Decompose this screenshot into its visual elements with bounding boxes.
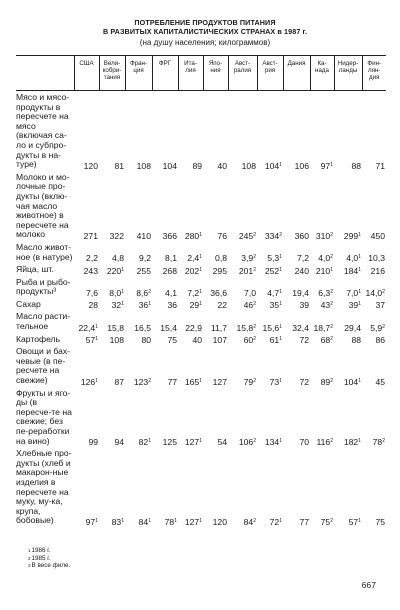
column-header: Фран-ция — [125, 56, 152, 91]
table-cell: 216 — [370, 265, 385, 276]
table-cell: $82^1$ — [138, 437, 151, 448]
footnote-mark: 2 — [330, 323, 333, 330]
table-cell: 99 — [88, 437, 98, 448]
table-cell: 19,4 — [292, 287, 309, 298]
column-header: Авст-ралия — [228, 56, 257, 91]
row-label: Масло расти-тельное — [16, 311, 71, 332]
table-cell: $78^2$ — [372, 437, 385, 448]
footnote-mark: 1 — [358, 266, 361, 273]
row-label: Рыба и рыбо-продукты³ — [16, 276, 71, 297]
table-cell: $5,3^1$ — [267, 253, 282, 264]
table-cell: 40 — [217, 160, 227, 171]
table-row — [16, 91, 386, 171]
table-cell: $182^1$ — [343, 437, 361, 448]
table-cell: 72 — [299, 335, 309, 346]
column-header: Дания — [283, 56, 310, 91]
table-cell: 89 — [192, 160, 202, 171]
row-label-header — [16, 56, 74, 91]
table-cell: $68^2$ — [320, 335, 333, 346]
table-cell: 106 — [294, 160, 309, 171]
footnote-mark: 2 — [330, 301, 333, 308]
table-cell: $61^1$ — [269, 335, 282, 346]
table-cell: 28 — [88, 300, 98, 311]
table-cell: 120 — [212, 516, 227, 527]
footnote-mark: 1 — [279, 517, 282, 524]
table-cell: $2,4^1$ — [187, 253, 202, 264]
footnote-mark: 2 — [253, 336, 256, 343]
table-cell: 81 — [114, 160, 124, 171]
footnote-mark: 1 — [358, 517, 361, 524]
column-header: США — [74, 56, 99, 91]
table-cell: $184^1$ — [343, 265, 361, 276]
footnotes — [28, 547, 70, 570]
table-row — [16, 276, 386, 298]
footnote-mark: 2 — [382, 288, 385, 295]
footnote-mark: 2 — [253, 231, 256, 238]
footnote-mark: 1 — [358, 377, 361, 384]
footnote-mark: 2 — [253, 438, 256, 445]
footnote-mark: 1 — [279, 254, 282, 261]
table-cell: $57^1$ — [348, 516, 361, 527]
table-cell: $43^2$ — [320, 300, 333, 311]
footnote-mark: 1 — [279, 266, 282, 273]
footnote-mark: 1 — [279, 288, 282, 295]
table-cell: 125 — [162, 437, 177, 448]
table-cell: 15,8$^2$ — [236, 322, 256, 333]
table-cell: 76 — [217, 230, 227, 241]
footnote-mark: 2 — [382, 438, 385, 445]
table-cell: $8,6^2$ — [136, 287, 151, 298]
row-label: Сахар — [16, 298, 41, 309]
table-cell: 108 — [109, 335, 124, 346]
row-label: Масло живот-ное (в натуре) — [16, 241, 73, 262]
footnote-mark: 2 — [253, 254, 256, 261]
row-label: Овощи и бах-чевые (в пе-ресчете на свежие) — [16, 346, 71, 386]
table-cell: $97^1$ — [320, 160, 333, 171]
table-cell: $165^1$ — [184, 376, 202, 387]
table-cell: $220^1$ — [106, 265, 124, 276]
table-cell: $39^1$ — [348, 300, 361, 311]
footnote-mark: 1 — [279, 161, 282, 168]
footnote-mark: 1 — [279, 301, 282, 308]
column-header: ФРГ — [152, 56, 178, 91]
consumption-table — [16, 55, 386, 527]
table-cell: $79^2$ — [243, 376, 256, 387]
table-cell: 88 — [351, 335, 361, 346]
table-cell: 16,5 — [134, 322, 151, 333]
table-cell: 15,4 — [160, 322, 177, 333]
footnote-mark: 2 — [330, 254, 333, 261]
table-cell: 104 — [162, 160, 177, 171]
table-cell: 255 — [136, 265, 151, 276]
table-cell: 77 — [167, 376, 177, 387]
table-cell: $106^2$ — [238, 437, 256, 448]
table-cell: $123^2$ — [133, 376, 151, 387]
table-cell: 9,2 — [139, 253, 151, 264]
table-cell: 88 — [351, 160, 361, 171]
footnote: 1 1986 г. — [28, 547, 51, 554]
table-cell: $84^2$ — [243, 516, 256, 527]
table-cell: 4,8 — [112, 253, 124, 264]
table-cell: 10,3 — [368, 253, 385, 264]
footnote-mark: 2 — [253, 266, 256, 273]
table-cell: 32,4 — [292, 322, 309, 333]
table-cell: 77 — [299, 516, 309, 527]
table-cell: 322 — [109, 230, 124, 241]
footnote-mark: 1 — [121, 517, 124, 524]
table-row — [16, 310, 386, 332]
footnote-mark: 2 — [253, 301, 256, 308]
footnote-mark: 2 — [330, 377, 333, 384]
footnote-mark: 2 — [253, 377, 256, 384]
table-cell: 22,4$^1$ — [78, 322, 98, 333]
footnote-mark: 1 — [121, 301, 124, 308]
footnote-mark: 2 — [253, 517, 256, 524]
table-cell: $57^1$ — [85, 335, 98, 346]
table-cell: $116^2$ — [316, 437, 333, 448]
table-row — [16, 447, 386, 527]
footnote-mark: 1 — [95, 377, 98, 384]
footnote-mark: 2 — [253, 323, 256, 330]
table-cell: $78^1$ — [164, 516, 177, 527]
title-line-1: ПОТРЕБЛЕНИЕ ПРОДУКТОВ ПИТАНИЯ — [134, 18, 276, 27]
table-cell: 15,8 — [107, 322, 124, 333]
row-label: Фрукты и яго-ды (в пересче-те на свежие; без пе-реработки на вино) — [16, 387, 72, 446]
table-cell: 360 — [294, 230, 309, 241]
table-cell: $72^1$ — [269, 516, 282, 527]
table-cell: $210^1$ — [315, 265, 333, 276]
table-cell: 127 — [212, 376, 227, 387]
footnote-mark: 1 — [199, 288, 202, 295]
table-cell: 295 — [212, 265, 227, 276]
table-cell: $126^1$ — [80, 376, 98, 387]
footnote-mark: 1 — [121, 266, 124, 273]
table-cell: $4,7^1$ — [267, 287, 282, 298]
table-cell: $4,0^1$ — [346, 253, 361, 264]
table-cell: $127^1$ — [184, 437, 202, 448]
footnote: 2 1985 г. — [28, 554, 51, 562]
footnote-mark: 1 — [199, 254, 202, 261]
table-cell: 271 — [83, 230, 98, 241]
table-cell: 240 — [294, 265, 309, 276]
footnote-mark: 2 — [382, 323, 385, 330]
table-title — [60, 18, 350, 36]
column-header: Ка-нада — [310, 56, 334, 91]
table-cell: 14,0$^2$ — [365, 287, 385, 298]
table-row — [16, 171, 386, 241]
footnote-mark: 1 — [95, 517, 98, 524]
table-cell: 36 — [167, 300, 177, 311]
table-row — [16, 345, 386, 386]
footnote-mark: 2 — [330, 288, 333, 295]
table-cell: $29^1$ — [189, 300, 202, 311]
footnote-mark: 1 — [279, 323, 282, 330]
table-body — [16, 91, 386, 527]
row-label: Картофель — [16, 333, 61, 344]
table-cell: 39 — [299, 300, 309, 311]
table-cell: 29,4 — [344, 322, 361, 333]
table-row — [16, 263, 386, 276]
table-cell: 410 — [136, 230, 151, 241]
table-cell: $46^2$ — [243, 300, 256, 311]
footnote-mark: 1 — [358, 254, 361, 261]
table-cell: $104^1$ — [343, 376, 361, 387]
table-cell: $252^1$ — [264, 265, 282, 276]
table-cell: $127^1$ — [184, 516, 202, 527]
table-cell: 7,6 — [86, 287, 98, 298]
table-cell: $104^1$ — [264, 160, 282, 171]
table-cell: 7,0 — [244, 287, 256, 298]
table-cell: $8,0^1$ — [109, 287, 124, 298]
table-cell: $83^1$ — [111, 516, 124, 527]
footnote-mark: 1 — [358, 438, 361, 445]
table-cell: 40 — [192, 335, 202, 346]
column-header: Япо-ния — [203, 56, 228, 91]
column-header: Ита-лия — [178, 56, 203, 91]
table-cell: 8,1 — [165, 253, 177, 264]
table-cell: 22,9 — [185, 322, 202, 333]
footnote-mark: 1 — [199, 301, 202, 308]
table-cell: 18,7$^2$ — [313, 322, 333, 333]
table-cell: 75 — [375, 516, 385, 527]
table-cell: $299^1$ — [343, 230, 361, 241]
table-cell: $97^1$ — [85, 516, 98, 527]
footnote-mark: 1 — [174, 517, 177, 524]
table-row — [16, 298, 386, 311]
table-cell: 45 — [375, 376, 385, 387]
table-cell: $7,2^1$ — [187, 287, 202, 298]
table-cell: $7,0^1$ — [346, 287, 361, 298]
footnote-mark: 1 — [358, 288, 361, 295]
table-cell: 75 — [167, 335, 177, 346]
table-cell: $3,9^2$ — [241, 253, 256, 264]
table-cell: 107 — [212, 335, 227, 346]
footnote-mark: 2 — [279, 231, 282, 238]
footnote-mark: 1 — [121, 288, 124, 295]
table-cell: 7,2 — [297, 253, 309, 264]
table-cell: 108 — [136, 160, 151, 171]
row-label: Молоко и мо-лочные про-дукты (вклю-чая масло животное) в пересчете на молоко — [16, 171, 70, 240]
footnote-mark: 1 — [279, 336, 282, 343]
column-header: Фин-лян-дия — [362, 56, 386, 91]
title-line-2: В РАЗВИТЫХ КАПИТАЛИСТИЧЕСКИХ СТРАНАХ в 1987 г. — [103, 27, 307, 36]
table-cell: $35^1$ — [269, 300, 282, 311]
footnote-mark: 1 — [199, 517, 202, 524]
footnote-mark: 2 — [330, 336, 333, 343]
footnote-mark: 1 — [199, 438, 202, 445]
footnote-mark: 1 — [148, 438, 151, 445]
footnote-mark: 1 — [330, 161, 333, 168]
table-cell: $5,9^2$ — [370, 322, 385, 333]
column-header: Вели-кобри-тания — [99, 56, 125, 91]
table-cell: 450 — [370, 230, 385, 241]
table-cell: $84^1$ — [138, 516, 151, 527]
table-cell: 36,6 — [210, 287, 227, 298]
footnote-mark: 1 — [95, 336, 98, 343]
table-cell: $89^2$ — [320, 376, 333, 387]
footnote-mark: 1 — [199, 266, 202, 273]
table-cell: 22 — [217, 300, 227, 311]
page-number: 667 — [361, 580, 376, 590]
table-cell: 86 — [375, 335, 385, 346]
table-cell: $75^2$ — [320, 516, 333, 527]
table-cell: $201^2$ — [238, 265, 256, 276]
table-cell: 72 — [299, 376, 309, 387]
table-cell: 15,6$^1$ — [262, 322, 282, 333]
table-cell: $310^2$ — [315, 230, 333, 241]
header-row — [16, 56, 386, 91]
table-row — [16, 333, 386, 346]
footnote-mark: 1 — [199, 377, 202, 384]
table-cell: 87 — [114, 376, 124, 387]
column-header: Нидер-ланды — [334, 56, 362, 91]
table-cell: 80 — [141, 335, 151, 346]
table-cell: 243 — [83, 265, 98, 276]
table-cell: 94 — [114, 437, 124, 448]
table-cell: 366 — [162, 230, 177, 241]
footnote-mark: 1 — [95, 323, 98, 330]
row-label: Мясо и мясо-продукты в пересчете на мясо (включая са-ло и субпро-дукты в на-туре) — [16, 92, 70, 170]
table-cell: 2,2 — [86, 253, 98, 264]
table-cell: $36^1$ — [138, 300, 151, 311]
column-header: Авст-рия — [257, 56, 283, 91]
table-cell: $280^1$ — [184, 230, 202, 241]
row-label: Яйца, шт. — [16, 264, 54, 275]
footnote-mark: 1 — [358, 301, 361, 308]
footnote: 3 В весе филе. — [28, 562, 71, 570]
row-label: Хлебные про-дукты (хлеб и макарон-ные изделия в пересчете на муку, му-ка, крупа, бобовые) — [16, 448, 72, 526]
footnote-mark: 1 — [279, 438, 282, 445]
table-cell: $334^2$ — [264, 230, 282, 241]
table-cell: $134^1$ — [264, 437, 282, 448]
table-cell: 108 — [241, 160, 256, 171]
footnote-mark: 2 — [330, 438, 333, 445]
table-cell: 4,1 — [165, 287, 177, 298]
footnote-mark: 1 — [330, 266, 333, 273]
footnote-mark: 1 — [148, 301, 151, 308]
footnote-mark: 1 — [148, 517, 151, 524]
table-cell: $32^1$ — [111, 300, 124, 311]
table-cell: 268 — [162, 265, 177, 276]
table-cell: $245^2$ — [238, 230, 256, 241]
table-subtitle: (на душу населения; килограммов) — [139, 38, 271, 47]
footnote-mark: 1 — [199, 231, 202, 238]
table-cell: $60^2$ — [243, 335, 256, 346]
footnote-mark: 2 — [148, 377, 151, 384]
table-row — [16, 387, 386, 448]
table-cell: $6,3^2$ — [318, 287, 333, 298]
table-cell: 11,7 — [210, 322, 227, 333]
table-cell: 37 — [375, 300, 385, 311]
table-row — [16, 241, 386, 263]
footnote-mark: 2 — [330, 517, 333, 524]
footnote-mark: 1 — [358, 231, 361, 238]
table-cell: $4,0^2$ — [318, 253, 333, 264]
table-cell: $73^1$ — [269, 376, 282, 387]
table-cell: 54 — [217, 437, 227, 448]
table-cell: $202^1$ — [184, 265, 202, 276]
footnote-mark: 1 — [279, 377, 282, 384]
table-cell: 70 — [299, 437, 309, 448]
table-cell: 71 — [375, 160, 385, 171]
table-cell: 0,8 — [215, 253, 227, 264]
footnote-mark: 2 — [148, 288, 151, 295]
table-cell: 120 — [83, 160, 98, 171]
footnote-mark: 2 — [330, 231, 333, 238]
